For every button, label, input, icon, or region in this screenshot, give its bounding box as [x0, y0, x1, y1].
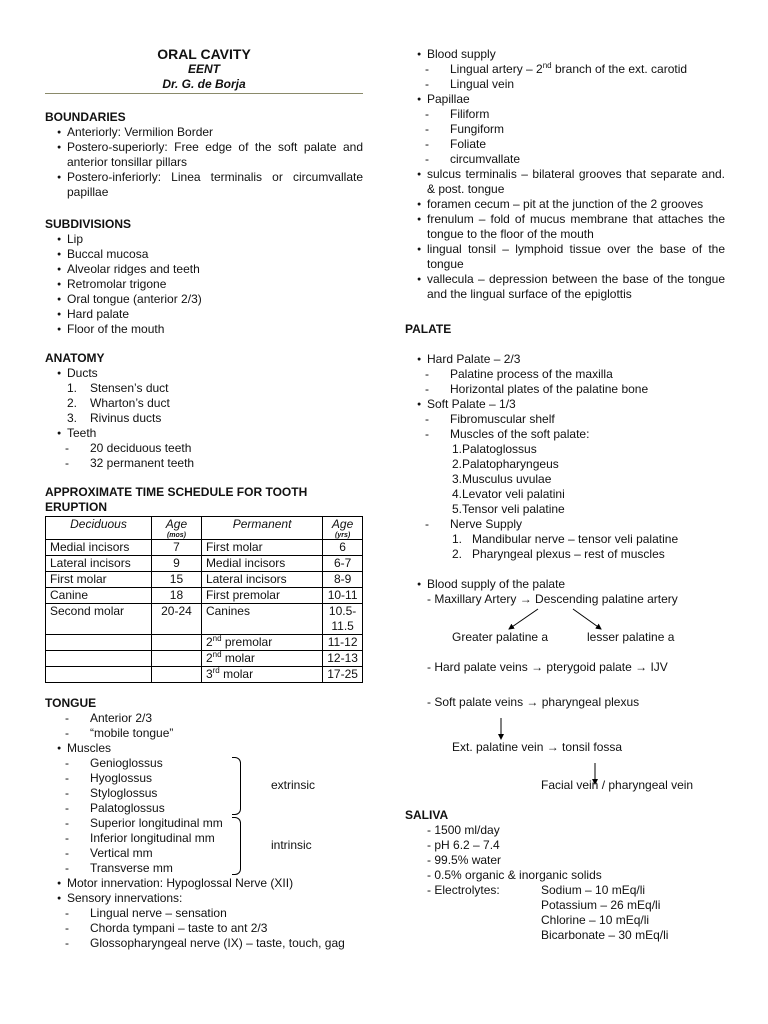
list-item: - Glossopharyngeal nerve (IX) – taste, touch, gag [45, 936, 363, 951]
extrinsic-label: extrinsic [271, 778, 316, 792]
list-item: - circumvallate [405, 152, 725, 167]
list-item: ● Anteriorly: Vermilion Border [45, 125, 363, 140]
list-item: - Muscles of the soft palate: [405, 427, 725, 442]
list-item: ● Sensory innervations: [45, 891, 363, 906]
list-item: ● Papillae [405, 92, 725, 107]
page-title: ORAL CAVITY [157, 46, 251, 62]
saliva-heading: SALIVA [405, 808, 449, 822]
subdivisions-heading: SUBDIVISIONS [45, 217, 132, 231]
extrinsic-brace [232, 757, 241, 815]
list-item: ● sulcus terminalis – bilateral grooves that separate and. & post. tongue [405, 167, 725, 197]
boundaries-heading: BOUNDARIES [45, 110, 126, 124]
tongue-heading: TONGUE [45, 696, 97, 710]
anatomy-heading: ANATOMY [45, 351, 105, 365]
list-item: - Hyoglossus [45, 771, 363, 786]
palate-heading: PALATE [405, 322, 452, 336]
list-item: - Transverse mm [45, 861, 363, 876]
table-row: 3rd molar 17-25 [46, 667, 363, 683]
list-item: ● Retromolar trigone [45, 277, 363, 292]
list-item: ● Hard Palate – 2/3 [405, 352, 725, 367]
list-item: 3.Musculus uvulae [452, 472, 552, 486]
list-item: - Filiform [405, 107, 725, 122]
list-item: 2. Pharyngeal plexus – rest of muscles [452, 547, 665, 561]
page-subtitle: EENT [187, 62, 220, 76]
list-item: 1.Palatoglossus [452, 442, 537, 456]
muscle-group [45, 756, 363, 876]
list-item: Chlorine – 10 mEq/li [541, 913, 650, 927]
list-item: Sodium – 10 mEq/li [541, 883, 646, 897]
list-item: 2. Wharton’s duct [67, 396, 170, 410]
list-item: ● frenulum – fold of mucus membrane that attaches the tongue to the floor of the mouth [405, 212, 725, 242]
list-item: 1. Stensen’s duct [67, 381, 169, 395]
list-item: ● Muscles [45, 741, 363, 756]
list-item: ● Oral tongue (anterior 2/3) [45, 292, 363, 307]
table-row: First molar 15 Lateral incisors 8-9 [46, 572, 363, 588]
list-item: 1. Mandibular nerve – tensor veli palatine [452, 532, 679, 546]
saliva-list [405, 823, 725, 942]
list-item: - 0.5% organic & inorganic solids [427, 868, 602, 882]
list-item: ● lingual tonsil – lymphoid tissue over the base of the tongue [405, 242, 725, 272]
list-item: - Palatine process of the maxilla [405, 367, 725, 382]
eruption-table [45, 516, 363, 683]
flow-step: - Hard palate veins → pterygoid palate → IJV [427, 660, 668, 674]
intrinsic-brace [232, 817, 241, 875]
intrinsic-label: intrinsic [271, 838, 312, 852]
flow-step: Facial vein / pharyngeal vein [541, 778, 694, 792]
list-item: - 99.5% water [427, 853, 502, 867]
list-item: ● Blood supply of the palate [405, 577, 725, 592]
list-item: - Lingual artery – 2nd branch of the ext. carotid [405, 62, 725, 77]
eruption-heading: APPROXIMATE TIME SCHEDULE FOR TOOTH ERUPTION [45, 485, 308, 514]
flow-step: Ext. palatine vein → tonsil fossa [452, 740, 623, 754]
list-item: 5.Tensor veli palatine [452, 502, 565, 516]
blood-flow-diagram [405, 592, 725, 792]
table-header: Age (mos) [152, 517, 202, 540]
list-item: ● Soft Palate – 1/3 [405, 397, 725, 412]
lesser-palatine-label: lesser palatine a [587, 630, 675, 644]
list-item: - Lingual vein [405, 77, 725, 92]
list-item: ● Postero-inferiorly: Linea terminalis or circumvallate papillae [45, 170, 363, 200]
list-item: - Genioglossus [45, 756, 363, 771]
list-item: ● foramen cecum – pit at the junction of the 2 grooves [405, 197, 725, 212]
table-header: Permanent [201, 517, 322, 540]
list-item: - Fibromuscular shelf [405, 412, 725, 427]
flow-arrows [405, 592, 725, 792]
list-item: ● Blood supply [405, 47, 725, 62]
list-item: - Electrolytes: [427, 883, 500, 897]
list-item: ● Alveolar ridges and teeth [45, 262, 363, 277]
list-item: - Styloglossus [45, 786, 363, 801]
list-item: - 20 deciduous teeth [45, 441, 363, 456]
list-item: - Foliate [405, 137, 725, 152]
table-row: 2nd molar 12-13 [46, 651, 363, 667]
list-item: ● Lip [45, 232, 363, 247]
list-item: - “mobile tongue” [45, 726, 363, 741]
table-row: 2nd premolar 11-12 [46, 635, 363, 651]
flow-step: - Maxillary Artery → Descending palatine artery [427, 592, 678, 606]
table-row: Medial incisors 7 First molar 6 [46, 540, 363, 556]
list-item: ● Postero-superiorly: Free edge of the soft palate and anterior tonsillar pillars [45, 140, 363, 170]
list-item: - Fungiform [405, 122, 725, 137]
list-item: - Superior longitudinal mm [45, 816, 363, 831]
list-item: ● Floor of the mouth [45, 322, 363, 337]
list-item: - Anterior 2/3 [45, 711, 363, 726]
flow-step: - Soft palate veins → pharyngeal plexus [427, 695, 640, 709]
list-item: - 1500 ml/day [427, 823, 500, 837]
list-item: ● Teeth [45, 426, 363, 441]
list-item: - Nerve Supply [405, 517, 725, 532]
list-item: 2.Palatopharyngeus [452, 457, 559, 471]
list-item: - Palatoglossus [45, 801, 363, 816]
list-item: - Chorda tympani – taste to ant 2/3 [45, 921, 363, 936]
list-item: ● vallecula – depression between the base of the tongue and the lingual surface of the epiglottis [405, 272, 725, 302]
list-item: 3. Rivinus ducts [67, 411, 162, 425]
list-item: ● Motor innervation: Hypoglossal Nerve (XII) [45, 876, 363, 891]
list-item: - Lingual nerve – sensation [45, 906, 363, 921]
list-item: ● Hard palate [45, 307, 363, 322]
list-item: ● Ducts [45, 366, 363, 381]
list-item: - 32 permanent teeth [45, 456, 363, 471]
list-item: - Horizontal plates of the palatine bone [405, 382, 725, 397]
right-column [405, 0, 725, 942]
author: Dr. G. de Borja [162, 77, 246, 91]
arrow-to-greater [509, 609, 538, 629]
list-item: - Inferior longitudinal mm [45, 831, 363, 846]
table-header: Age (yrs) [323, 517, 363, 540]
list-item: Potassium – 26 mEq/li [541, 898, 661, 912]
arrow-to-lesser [573, 609, 601, 629]
electrolyte-list [541, 883, 668, 943]
list-item: ● Buccal mucosa [45, 247, 363, 262]
list-item: - pH 6.2 – 7.4 [427, 838, 500, 852]
list-item: 4.Levator veli palatini [452, 487, 565, 501]
greater-palatine-label: Greater palatine a [452, 630, 549, 644]
left-column [45, 0, 363, 951]
table-row: Lateral incisors 9 Medial incisors 6-7 [46, 556, 363, 572]
list-item: - Vertical mm [45, 846, 363, 861]
list-item: Bicarbonate – 30 mEq/li [541, 928, 669, 942]
table-row: Canine 18 First premolar 10-11 [46, 588, 363, 604]
table-row: Second molar 20-24 Canines 10.5-11.5 [46, 604, 363, 635]
table-header: Deciduous [46, 517, 152, 540]
